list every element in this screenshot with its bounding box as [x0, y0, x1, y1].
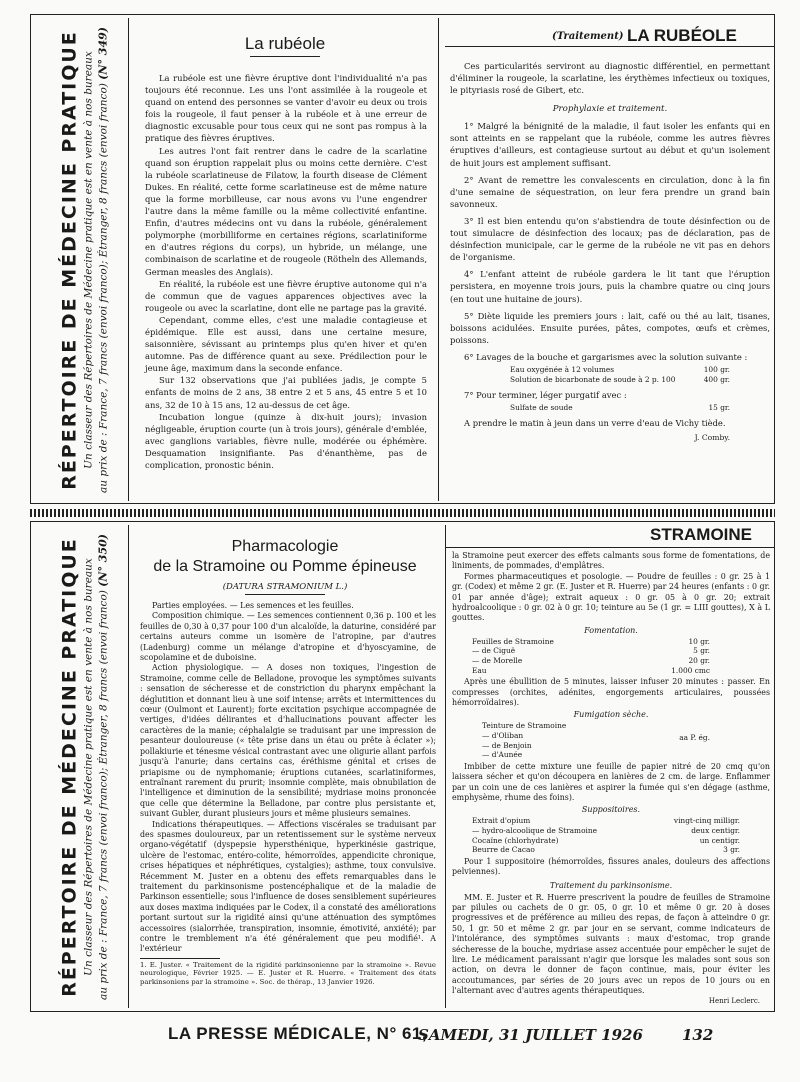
- formula: [472, 816, 740, 854]
- section-separator: [30, 509, 775, 517]
- formula-qty: aa P. ég.: [679, 733, 710, 743]
- right-column: [452, 551, 770, 1005]
- section-subtitle: Suppositoires.: [581, 805, 641, 815]
- sidebar-number: (N° 350): [96, 534, 110, 587]
- title-underline: [250, 56, 320, 57]
- formula-row: Teinture de Stramoine: [482, 721, 567, 731]
- header-big: LA RUBÉOLE: [627, 26, 737, 45]
- left-border-2: [30, 521, 31, 1012]
- left-column: [145, 72, 427, 471]
- paragraph: Action physiologique. — A doses non toxiques, l'ingestion de Stramoine, comme celle de Belladone, provoque les symptômes suivants : sensation de sécheresse et de constriction du pharynx empêchant la déglutition et donnant lieu à une soif intense; arrêts et intermittences du cœur (Oulmont et Laurent); forte excitation psychique accompagnée de vertiges, d'idées délirantes et d'hallucinations pouvant affecter les caractères de la manie; céphalalgie se traduisant par une impression de pesanteur douloureuse (« tête prise dans un étau ou prête à éclater »); pollakiurie et ténesme vésical contrastant avec une oligurie allant parfois jusqu'à l'anurie; dans certains cas, éréthisme génital et crises de priapisme ou de nymphomanie; éruptions cutanées, scarlatiniformes, entraînant rarement du prurit; insomnie complète, mais obnubilation de l'intelligence et diminution de la sensibilité; mydriase moins prononcée que celle que détermine la Belladone, par contre plus persistante et, suivant Gubler, durant plusieurs jours et même plusieurs semaines.: [140, 663, 436, 819]
- sidebar-divider: [128, 525, 129, 1008]
- journal-name: LA PRESSE MÉDICALE, N° 61,: [168, 1024, 428, 1043]
- left-border: [30, 14, 31, 504]
- list-item: 7° Pour terminer, léger purgatif avec :: [464, 390, 627, 401]
- formula-row: — d'Aunée: [482, 750, 523, 760]
- formula-row: — d'Oliban: [482, 731, 524, 741]
- right-border-2: [774, 521, 775, 1012]
- formula-row: — de Ciguë 5 gr.: [472, 646, 710, 656]
- formula-row: Sulfate de soude 15 gr.: [510, 403, 730, 413]
- footnote-rule: [140, 958, 220, 959]
- formula: [510, 365, 730, 384]
- signature: Henri Leclerc.: [708, 996, 760, 1005]
- article-title: [130, 537, 440, 577]
- formula-row: Extrait d'opium vingt-cinq milligr.: [472, 816, 740, 826]
- right-border: [774, 14, 775, 504]
- footnote: 1. E. Juster. « Traitement de la rigidité parkinsonienne par la stramoine ». Revue neurologique, Février 1925. — E. Juster et R. Huerre. « Traitement des états parkinsoniens par la stramoine ». Soc. de thérap., 13 Janvier 1926.: [140, 960, 436, 986]
- formula: [472, 637, 710, 675]
- bottom-top-border: [30, 521, 775, 522]
- paragraph: La rubéole est une fièvre éruptive dont l'individualité n'a pas toujours été reconnue. Les uns l'ont assimilée à la rougeole et quand on entend des personnes se vanter d'avoir eu deux ou trois fois la rougeole, il faut penser à la rubéole et à une erreur de diagnostic excusable pour tous ceux qui ne sont pas rompus à la pratique des fièvres éruptives.: [145, 73, 427, 144]
- list-item: 5° Diète liquide les premiers jours : lait, café ou thé au lait, tisanes, boissons acidulées. Ensuite purées, pâtes, compotes, œufs et crèmes, poissons.: [450, 310, 770, 345]
- sidebar-divider: [128, 18, 129, 501]
- sidebar-bottom: [34, 527, 134, 1007]
- left-column: [140, 601, 436, 987]
- list-item: 2° Avant de remettre les convalescents en circulation, donc à la fin d'une semaine de séquestration, on leur fera prendre un grand bain savonneux.: [450, 174, 770, 209]
- formula: [482, 721, 710, 759]
- sidebar-number: (N° 349): [96, 27, 110, 80]
- bottom-border: [30, 1011, 775, 1012]
- paragraph: Parties employées. — Les semences et les feuilles.: [152, 601, 354, 610]
- formula-row: Solution de bicarbonate de soude à 2 p. 100 400 gr.: [510, 374, 730, 384]
- sidebar-subtitle-2: au prix de : France, 7 francs (envoi franco); Étranger, 8 francs (envoi franco) (N° 349): [96, 27, 110, 493]
- top-border: [30, 14, 775, 15]
- formula-row: — de Morelle 20 gr.: [472, 656, 710, 666]
- section-subtitle: Prophylaxie et traitement.: [552, 104, 668, 115]
- header-big: STRAMOINE: [650, 525, 752, 544]
- sidebar-subtitle-2: au prix de : France, 7 francs (envoi franco); Étranger, 8 francs (envoi franco) (N° 350): [96, 534, 110, 1000]
- paragraph: Imbiber de cette mixture une feuille de papier nitré de 20 cmq qu'on laissera sécher et qu'on découpera en lanières de 2 cm. de large. Enflammer par un coin une de ces lanières et aspirer la fumée qui s'en dégage (asthme, emphysème, rhume des foins).: [452, 761, 770, 803]
- paragraph: Pour 1 suppositoire (hémorroïdes, fissures anales, douleurs des affections pelviennes).: [452, 856, 770, 877]
- section-subtitle: Traitement du parkinsonisme.: [549, 880, 673, 890]
- formula: [510, 403, 730, 413]
- top-bottom-border: [30, 503, 775, 504]
- list-item: 3° Il est bien entendu qu'on s'abstiendra de toute désinfection ou de tout simulacre de désinfection des locaux; pas de déclaration, pas de désinfection municipale, car le germe de la rubéole ne vit pas en dehors de l'organisme.: [450, 215, 770, 263]
- latin-name: (DATURA STRAMONIUM L.): [222, 582, 348, 592]
- list-item: 4° L'enfant atteint de rubéole gardera le lit tant que l'éruption persistera, en moyenne trois jours, puis la chambre quatre ou cinq jours (en tout une huitaine de jours).: [450, 269, 770, 304]
- sidebar-subtitle: Un classeur des Répertoires de Médecine pratique est en vente à nos bureaux: [82, 51, 95, 469]
- paragraph: Cependant, comme elles, c'est une maladie contagieuse et épidémique. Elle est aussi, dans une certaine mesure, saisonnière, sévissant au printemps plus qu'en hiver et qu'en automne. Pas de différence quant au sexe. Prédilection pour le jeune âge, maximum dans la seconde enfance.: [145, 314, 427, 374]
- header-small: (Traitement): [552, 31, 624, 42]
- paragraph: A prendre le matin à jeun dans un verre d'eau de Vichy tiède.: [464, 417, 726, 428]
- header-rule: [445, 46, 774, 47]
- page-number: 132: [682, 1026, 714, 1044]
- article-title: La rubéole: [244, 34, 326, 53]
- formula-row: Cocaïne (chlorhydrate) un centigr.: [472, 835, 740, 845]
- paragraph: Les autres l'ont fait rentrer dans le cadre de la scarlatine quand son éruption rappelait plus ou moins cette dernière. C'est la rubéole scarlatineuse de Filatow, la fourth disease de Clément Dukes. En réalité, cette forme scarlatineuse est de même nature que la forme morbilleuse, car nous avons vu l'une engendrer l'autre dans la même famille ou la même collectivité enfantine. Enfin, d'autres médecins ont vu dans la rubéole, généralement polymorphe (morbilliforme en certaines régions, scarlatiniforme en d'autres régions du corps), un hybride, un mélange, une combinaison de scarlatine et de rougeole (Rötheln des Allemands, German measles des Anglais).: [145, 145, 427, 277]
- paragraph: Incubation longue (quinze à dix-huit jours); invasion négligeable, éruption courte (un à trois jours), générale d'emblée, avec ganglions variables, fièvre nulle, modérée ou éphémère. Desquamation insignifiante. Pas d'énanthème, pas de complication, pronostic bénin.: [145, 411, 427, 470]
- title-underline: [245, 594, 325, 595]
- formula-row: — de Benjoin: [482, 740, 532, 750]
- paragraph: Après une ébullition de 5 minutes, laisser infuser 20 minutes : passer. En compresses (orchites, adénites, engorgements articulaires, poussées hémorroïdaires).: [452, 677, 770, 708]
- section-subtitle: Fumigation sèche.: [573, 710, 649, 720]
- paragraph: Sur 132 observations que j'ai publiées jadis, je compte 5 enfants de moins de 2 ans, 38 entre 2 et 5 ans, 45 entre 5 et 10 ans, 32 de 10 à 15 ans, 12 au-dessus de cet âge.: [145, 375, 427, 410]
- formula-row: Feuilles de Stramoine 10 gr.: [472, 636, 710, 646]
- issue-date: SAMEDI, 31 JUILLET 1926: [418, 1026, 643, 1044]
- paragraph: En réalité, la rubéole est une fièvre éruptive autonome qui n'a de commun que de vagues apparences objectives avec la rougeole ou avec la scarlatine, dont elle ne partage pas la gravité.: [145, 278, 427, 313]
- title-line-1: Pharmacologie: [231, 538, 339, 555]
- list-item: 1° Malgré la bénignité de la maladie, il faut isoler les enfants qui en sont atteints en se rappelant que la rubéole, comme les autres fièvres éruptives d'ailleurs, est contagieuse surtout au début et qu'un isolement de huit jours est amplement suffisant.: [450, 121, 770, 168]
- formula-row: Eau 1.000 cmc: [472, 665, 710, 675]
- sidebar-title: RÉPERTOIRE DE MÉDECINE PRATIQUE: [58, 537, 81, 997]
- header-rule: [445, 547, 774, 548]
- signature: J. Comby.: [694, 432, 730, 442]
- paragraph: Indications thérapeutiques. — Affections viscérales se traduisant par des spasmes douloureux, par un retentissement sur le système nerveux organo-végétatif (dyspepsie hypersthénique, hyperkinésie gastrique, ulcère de l'estomac, entéro-colite, hémorroïdes, appendicite chronique, crises hépatiques et néphrétiques, cystalgies); asthme, toux convulsive. Récemment M. Juster en a obtenu des effets remarquables dans le traitement du parkinsonisme postencéphalique et de la maladie de Parkinson essentielle; sous l'influence de doses sensiblement supérieures aux doses maxima indiquées par le Codex, il a constaté des améliorations portant surtout sur la rigidité ainsi qu'une atténuation des symptômes accessoires (sialorrhée, transpiration, insomnie, émotivité, anxiété); par contre le tremblement n'a été généralement que peu modifié¹. A l'extérieur: [140, 819, 436, 954]
- right-column: [450, 60, 770, 442]
- sidebar-title: RÉPERTOIRE DE MÉDECINE PRATIQUE: [58, 30, 81, 490]
- paragraph: Formes pharmaceutiques et posologie. — Poudre de feuilles : 0 gr. 25 à 1 gr. (Codex) et même 2 gr. (E. Juster et R. Huerre) par 24 heures (enfants : 0 gr. 01 par année d'âge); extrait aqueux : 0 gr. 05 à 0 gr. 20; extrait hydroalcoolique : 0 gr. 02 à 0 gr. 10; teinture au 5e (1 gr. = LIII gouttes), X à L gouttes.: [452, 571, 770, 623]
- section-header: [552, 26, 774, 46]
- formula-row: — hydro-alcoolique de Stramoine deux centigr.: [472, 826, 740, 836]
- list-item: 6° Lavages de la bouche et gargarismes avec la solution suivante :: [464, 351, 748, 362]
- formula-row: Eau oxygénée à 12 volumes 100 gr.: [510, 364, 730, 374]
- title-line-2: de la Stramoine ou Pomme épineuse: [153, 558, 417, 575]
- section-subtitle: Fomentation.: [584, 625, 638, 635]
- column-divider: [438, 18, 439, 501]
- paragraph: MM. E. Juster et R. Huerre prescrivent la poudre de feuilles de Stramoine par pilules ou cachets de 0 gr. 05, 0 gr. 10 et même 0 gr. 20 à doses progressives et de préférence au milieu des repas, de façon à atteindre 0 gr. 50, 1 gr. 50 et même 2 gr. par jour en se servant, comme indicateurs de l'intolérance, des symptômes suivants : maux d'estomac, trop grande sécheresse de la bouche, mydriase assez accentuée pour empêcher le sujet de lire. Le médicament paraissant n'agir que lorsque les malades sont sous son action, on devra le donner de façon continue, mais, pour éviter les accoutumances, par séries de 20 jours avec un repos de 10 jours ou en l'alternant avec d'autres agents thérapeutiques.: [452, 892, 770, 996]
- column-divider: [445, 525, 446, 1008]
- paragraph: Composition chimique. — Les semences contiennent 0,36 p. 100 et les feuilles de 0,30 à 0,37 pour 100 d'un alcaloïde, la daturine, considéré par certains auteurs comme un isomère de l'atropine, par d'autres (Ladenburg) comme un mélange d'atropine et d'hyoscyamine, de scopolamine et de duboisine.: [140, 611, 436, 663]
- sidebar-top: [34, 20, 134, 500]
- paragraph: Ces particularités serviront au diagnostic différentiel, en permettant d'éliminer la rougeole, la scarlatine, les érythèmes infectieux ou toxiques, le pityriasis rosé de Gibert, etc.: [450, 61, 770, 96]
- formula-row: Beurre de Cacao 3 gr.: [472, 845, 740, 855]
- paragraph: la Stramoine peut exercer des effets calmants sous forme de fomentations, de liniments, de pommades, d'emplâtres.: [452, 551, 770, 571]
- sidebar-subtitle: Un classeur des Répertoires de Médecine pratique est en vente à nos bureaux: [82, 558, 95, 976]
